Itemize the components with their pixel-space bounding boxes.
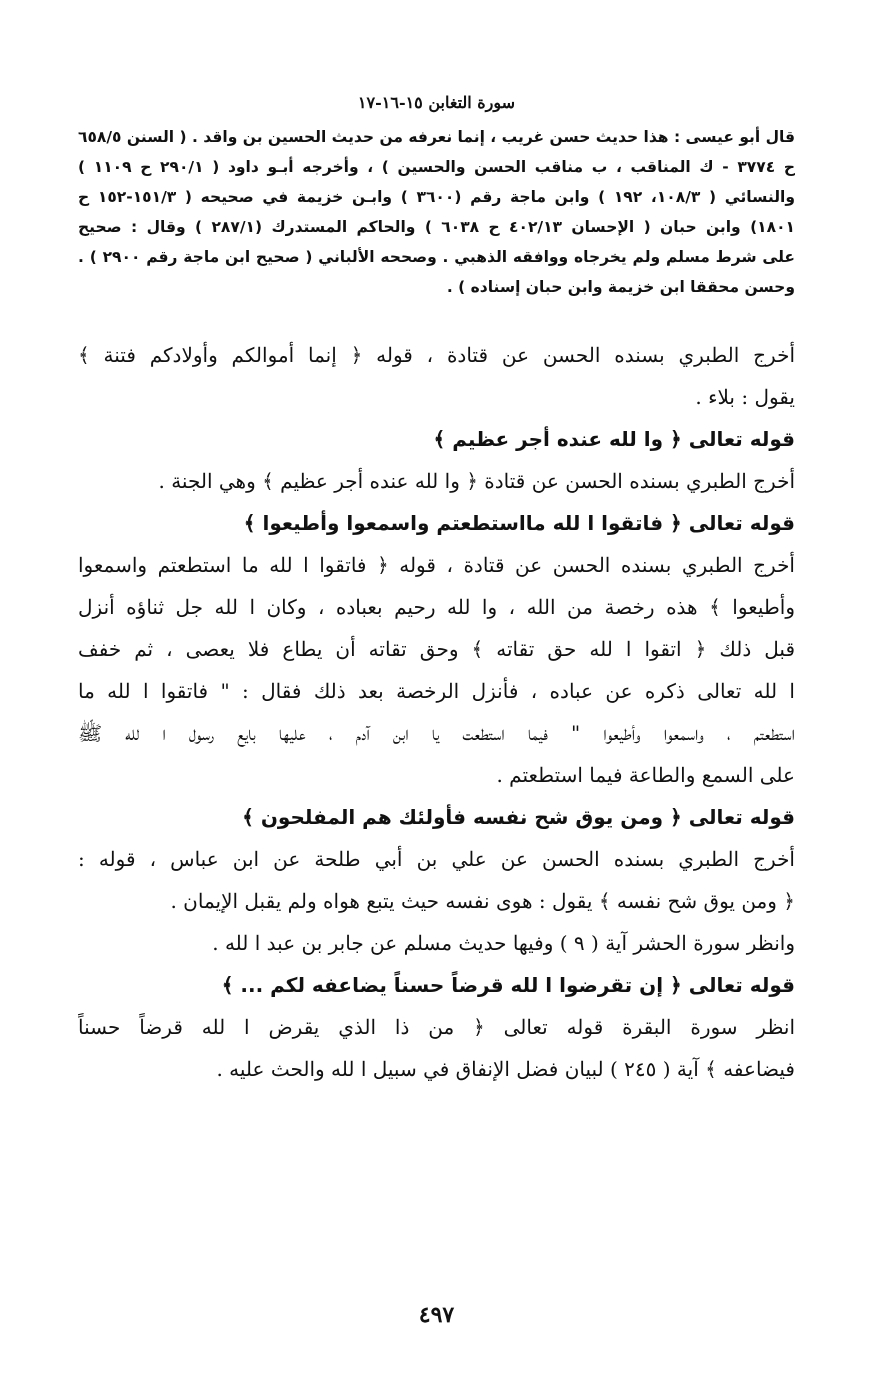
text-line: استطعتم ، واسمعوا وأطيعوا " فيما استطعت يا ابن آدم ، عليها بايع رسول ا لله ﷺ: [78, 721, 795, 745]
text-line: قبل ذلك ﴿ اتقوا ا لله حق تقاته ﴾ وحق تقاته أن يطاع فلا يعصى ، ثم خفف: [78, 637, 795, 661]
text-line: يقول : بلاء .: [695, 385, 795, 409]
footnotes-block: [78, 122, 795, 302]
main-text: [78, 334, 795, 1090]
text-line: أخرج الطبري بسنده الحسن عن قتادة ، قوله ﴿ إنما أموالكم وأولادكم فتنة ﴾: [78, 343, 795, 367]
text-line: انظر سورة البقرة قوله تعالى ﴿ من ذا الذي يقرض ا لله قرضاً حسناً: [78, 1015, 795, 1039]
verse-heading: قوله تعالى ﴿ وا لله عنده أجر عظيم ﴾: [433, 427, 795, 451]
footnote-line: وحسن محققا ابن خزيمة وابن حبان إسناده ) .: [446, 278, 795, 296]
running-header: سورة التغابن ١٥-١٦-١٧: [357, 93, 516, 112]
text-line: فيضاعفه ﴾ آية ( ٢٤٥ ) لبيان فضل الإنفاق في سبيل ا لله والحث عليه .: [216, 1057, 795, 1081]
verse-heading: قوله تعالى ﴿ إن تقرضوا ا لله قرضاً حسناً يضاعفه لكم ... ﴾: [221, 973, 795, 997]
footnote-line: قال أبو عيسى : هذا حديث حسن غريب ، إنما نعرفه من حديث الحسين بن واقد . ( السنن ٦٥٨/٥: [78, 128, 795, 146]
text-line: ا لله تعالى ذكره عن عباده ، فأنزل الرخصة بعد ذلك فقال : " فاتقوا ا لله ما: [78, 679, 795, 703]
verse-heading: قوله تعالى ﴿ ومن يوق شح نفسه فأولئك هم المفلحون ﴾: [242, 805, 795, 829]
verse-heading: قوله تعالى ﴿ فاتقوا ا لله مااستطعتم واسمعوا وأطيعوا ﴾: [243, 511, 795, 535]
footnote-line: ح ٣٧٧٤ - ك المناقب ، ب مناقب الحسن والحسين ) ، وأخرجه أبـو داود ( ٢٩٠/١ ح ١١٠٩ ): [78, 158, 795, 176]
text-line: أخرج الطبري بسنده الحسن عن علي بن أبي طلحة عن ابن عباس ، قوله :: [78, 847, 795, 871]
footnote-line: على شرط مسلم ولم يخرجاه ووافقه الذهبي . وصححه الألباني ( صحيح ابن ماجة رقم ٢٩٠٠ ) .: [78, 248, 795, 266]
page-number: ٤٩٧: [418, 1302, 455, 1328]
text-line: ﴿ ومن يوق شح نفسه ﴾ يقول : هوى نفسه حيث يتبع هواه ولم يقبل الإيمان .: [170, 889, 795, 913]
footnote-line: والنسائي ( ١٠٨/٣، ١٩٢ ) وابن ماجة رقم (٣٦٠٠ ) وابـن خزيمة في صحيحه ( ١٥١/٣-١٥٢ ح: [78, 188, 795, 206]
text-line: أخرج الطبري بسنده الحسن عن قتادة ، قوله ﴿ فاتقوا ا لله ما استطعتم واسمعوا: [78, 553, 795, 577]
text-line: أخرج الطبري بسنده الحسن عن قتادة ﴿ وا لله عنده أجر عظيم ﴾ وهي الجنة .: [158, 469, 795, 493]
text-line: على السمع والطاعة فيما استطعتم .: [496, 763, 795, 787]
footnote-line: ١٨٠١) وابن حبان ( الإحسان ٤٠٢/١٣ ح ٦٠٣٨ ) والحاكم المستدرك (٢٨٧/١ ) وقال : صحيح: [78, 218, 795, 236]
text-line: وانظر سورة الحشر آية ( ٩ ) وفيها حديث مسلم عن جابر بن عبد ا لله .: [212, 931, 795, 955]
text-line: وأطيعوا ﴾ هذه رخصة من الله ، وا لله رحيم بعباده ، وكان ا لله جل ثناؤه أنزل: [78, 595, 795, 619]
